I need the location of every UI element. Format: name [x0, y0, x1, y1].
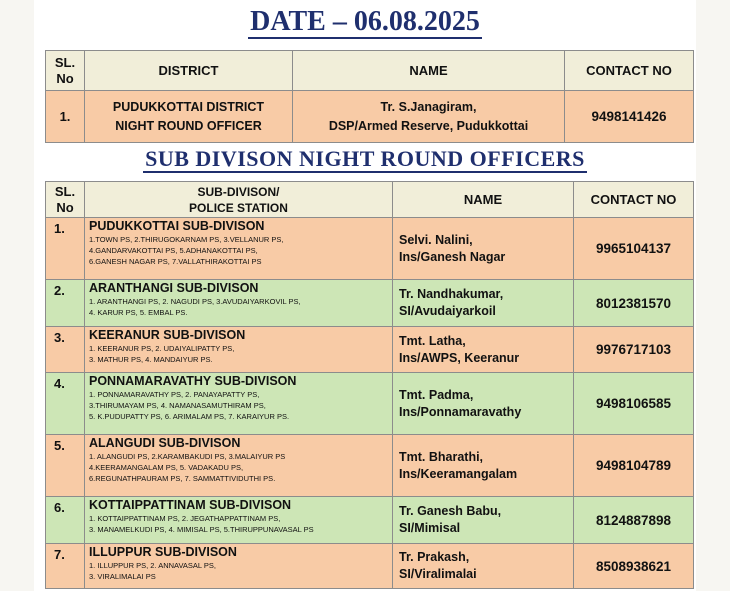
row-subdivision	[85, 373, 393, 435]
row-sl: 1.	[46, 218, 85, 280]
header-district: DISTRICT	[85, 51, 293, 91]
header-name: NAME	[293, 51, 565, 91]
document-page	[34, 0, 696, 591]
police-station-line: 3. MATHUR PS, 4. MANDAIYUR PS.	[89, 355, 213, 364]
row-sl: 1.	[46, 91, 85, 143]
row-district: PUDUKKOTTAI DISTRICT NIGHT ROUND OFFICER	[85, 91, 293, 143]
subdivision-name: PUDUKKOTTAI SUB-DIVISON	[89, 219, 265, 233]
header-sl: SL. No	[46, 182, 85, 218]
row-contact: 9498106585	[574, 373, 694, 435]
table-row	[46, 373, 694, 435]
police-station-line: 1. KEERANUR PS, 2. UDAIYALIPATTY PS,	[89, 344, 235, 353]
row-subdivision	[85, 544, 393, 589]
table-row	[46, 435, 694, 497]
police-station-line: 3. MANAMELKUDI PS, 4. MIMISAL PS, 5.THIRUPPUNAVASAL PS	[89, 525, 314, 534]
row-name: Tmt. Padma, Ins/Ponnamaravathy	[393, 373, 574, 435]
row-sl: 5.	[46, 435, 85, 497]
police-station-line: 4.GANDARVAKOTTAI PS, 5.ADHANAKOTTAI PS,	[89, 246, 258, 255]
subdivision-table-header	[46, 182, 694, 218]
row-name: Tr. Prakash, SI/Viralimalai	[393, 544, 574, 589]
subdivision-table	[45, 181, 694, 589]
police-station-line: 1. ARANTHANGI PS, 2. NAGUDI PS, 3.AVUDAIYARKOVIL PS,	[89, 297, 301, 306]
subdivision-name: PONNAMARAVATHY SUB-DIVISON	[89, 374, 297, 388]
row-name: Tr. Ganesh Babu, SI/Mimisal	[393, 497, 574, 544]
police-station-line: 4. KARUR PS, 5. EMBAL PS.	[89, 308, 188, 317]
district-table-header	[46, 51, 694, 91]
table-row	[46, 280, 694, 327]
row-name: Selvi. Nalini, Ins/Ganesh Nagar	[393, 218, 574, 280]
row-subdivision	[85, 280, 393, 327]
police-station-line: 1.TOWN PS, 2.THIRUGOKARNAM PS, 3.VELLANUR PS,	[89, 235, 284, 244]
section-title: SUB DIVISON NIGHT ROUND OFFICERS	[145, 146, 585, 171]
police-station-line: 5. K.PUDUPATTY PS, 6. ARIMALAM PS, 7. KARAIYUR PS.	[89, 412, 290, 421]
row-contact: 9965104137	[574, 218, 694, 280]
header-sl: SL. No	[46, 51, 85, 91]
header-contact: CONTACT NO	[574, 182, 694, 218]
subdivision-name: ILLUPPUR SUB-DIVISON	[89, 545, 237, 559]
row-name: Tr. Nandhakumar, SI/Avudaiyarkoil	[393, 280, 574, 327]
row-subdivision	[85, 218, 393, 280]
police-station-line: 1. ILLUPPUR PS, 2. ANNAVASAL PS,	[89, 561, 216, 570]
row-name: Tmt. Bharathi, Ins/Keeramangalam	[393, 435, 574, 497]
header-subdivision: SUB-DIVISON/ POLICE STATION	[85, 182, 393, 218]
table-row	[46, 91, 694, 143]
table-row	[46, 497, 694, 544]
row-name: Tr. S.Janagiram, DSP/Armed Reserve, Pudukkottai	[293, 91, 565, 143]
row-contact: 9498104789	[574, 435, 694, 497]
police-station-line: 3.THIRUMAYAM PS, 4. NAMANASAMUTHIRAM PS,	[89, 401, 266, 410]
row-subdivision	[85, 327, 393, 373]
page-title: DATE – 06.08.2025	[250, 6, 480, 37]
table-row	[46, 327, 694, 373]
district-table	[45, 50, 694, 143]
row-subdivision	[85, 497, 393, 544]
subdivision-name: KOTTAIPPATTINAM SUB-DIVISON	[89, 498, 292, 512]
row-contact: 8508938621	[574, 544, 694, 589]
police-station-line: 1. PONNAMARAVATHY PS, 2. PANAYAPATTY PS,	[89, 390, 260, 399]
row-contact: 8124887898	[574, 497, 694, 544]
row-sl: 2.	[46, 280, 85, 327]
header-contact: CONTACT NO	[565, 51, 694, 91]
row-contact: 8012381570	[574, 280, 694, 327]
police-station-line: 1. KOTTAIPPATTINAM PS, 2. JEGATHAPPATTINAM PS,	[89, 514, 281, 523]
subdivision-name: ALANGUDI SUB-DIVISON	[89, 436, 241, 450]
police-station-line: 3. VIRALIMALAI PS	[89, 572, 156, 581]
table-row	[46, 544, 694, 589]
row-contact: 9976717103	[574, 327, 694, 373]
row-name: Tmt. Latha, Ins/AWPS, Keeranur	[393, 327, 574, 373]
subdivision-rows	[46, 218, 694, 589]
row-sl: 7.	[46, 544, 85, 589]
table-row	[46, 218, 694, 280]
police-station-line: 6.GANESH NAGAR PS, 7.VALLATHIRAKOTTAI PS	[89, 257, 262, 266]
police-station-line: 4.KEERAMANGALAM PS, 5. VADAKADU PS,	[89, 463, 244, 472]
row-subdivision	[85, 435, 393, 497]
row-sl: 4.	[46, 373, 85, 435]
police-station-line: 1. ALANGUDI PS, 2.KARAMBAKUDI PS, 3.MALAIYUR PS	[89, 452, 286, 461]
header-name: NAME	[393, 182, 574, 218]
row-contact: 9498141426	[565, 91, 694, 143]
subdivision-name: KEERANUR SUB-DIVISON	[89, 328, 246, 342]
row-sl: 6.	[46, 497, 85, 544]
police-station-line: 6.REGUNATHPAURAM PS, 7. SAMMATTIVIDUTHI PS.	[89, 474, 276, 483]
row-sl: 3.	[46, 327, 85, 373]
subdivision-name: ARANTHANGI SUB-DIVISON	[89, 281, 259, 295]
